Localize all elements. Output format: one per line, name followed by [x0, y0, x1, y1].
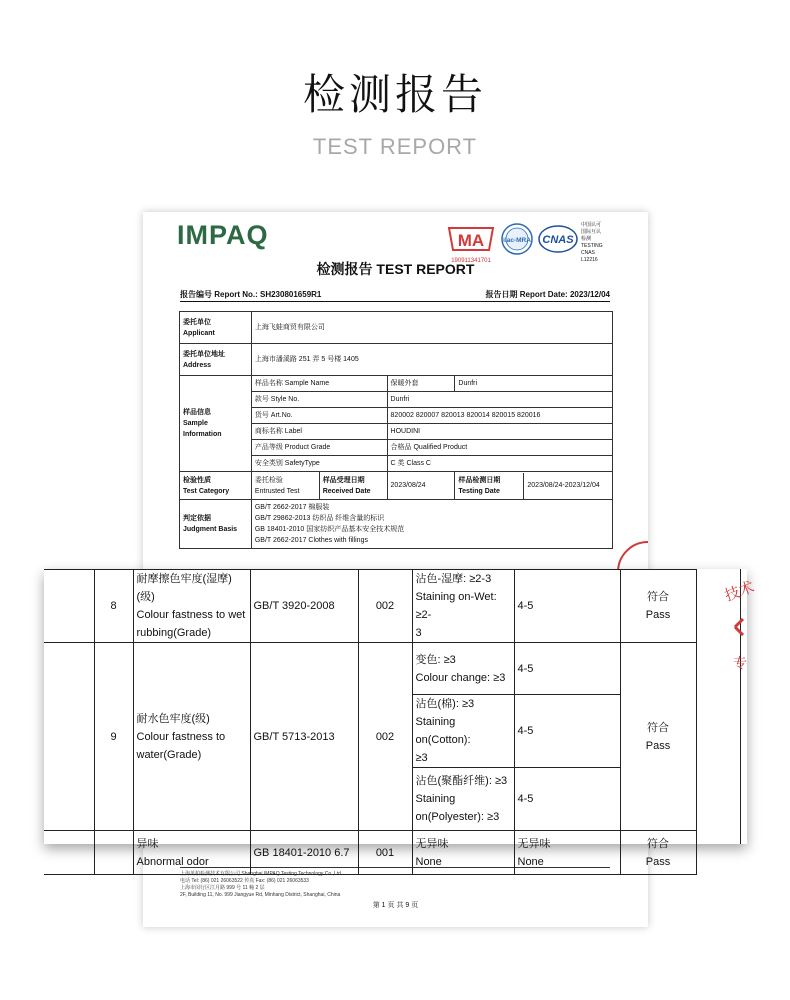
art-no-label: 货号 Art.No.: [251, 408, 387, 424]
applicant-label: 委托单位 Applicant: [180, 312, 252, 344]
svg-text:CNAS: CNAS: [542, 234, 574, 246]
category-row: [180, 472, 613, 500]
sample-info-table: [179, 311, 613, 549]
page-subtitle: TEST REPORT: [312, 134, 478, 159]
requirement: 无异味 None: [412, 831, 514, 875]
table-row: [44, 831, 696, 875]
requirement: 沾色(聚酯纤维): ≥3 Staining on(Polyester): ≥3: [412, 768, 514, 831]
row-number: 9: [94, 643, 133, 831]
table-row: [44, 643, 696, 695]
header-divider: [180, 301, 610, 302]
basis-row: [180, 500, 613, 549]
page-number: 第 1 页 共 9 页: [372, 902, 419, 909]
address-value: 上海市潘溪路 251 弄 5 号楼 1405: [251, 344, 612, 376]
safety-label: 安全类别 SafetyType: [251, 456, 387, 472]
testing-value: 2023/08/24-2023/12/04: [527, 482, 600, 489]
sample-name-cn: 保暖外套: [387, 376, 455, 392]
test-method: GB/T 3920-2008: [250, 570, 358, 643]
svg-text:MA: MA: [457, 231, 485, 250]
ilac-mra-icon: [500, 222, 534, 256]
cnas-text: 中国认可 国际互认 检测 TESTING CNAS L12216: [581, 222, 603, 263]
art-no-value: 820002 820007 820013 820014 820015 820016: [387, 408, 612, 424]
svg-text:技术: 技术: [722, 577, 757, 605]
zoomed-results-table: [44, 569, 757, 868]
cma-logo-icon: [445, 224, 497, 254]
test-method: GB 18401-2010 6.7: [250, 831, 358, 875]
cnas-icon: [537, 224, 579, 254]
test-item: 异味 Abnormal odor: [133, 831, 250, 875]
result: 4-5: [514, 695, 620, 768]
report-number: 报告编号 Report No.: SH230801659R1: [180, 290, 322, 299]
result: 无异味 None: [514, 831, 620, 875]
report-footer: 上海英柏检测技术有限公司 Shanghai IMPAQ Testing Technology Co.,Ltd 电话 Tel: (86) 021 26063522 传真 Fax: (86) 021 26063533 上海市闵行区江月路 999 号 11 幢 2 层 2F, Building 11, No. 999 Jiangyue Rd, Minhang District, Shanghai, China: [180, 867, 610, 899]
test-method: GB/T 5713-2013: [250, 643, 358, 831]
sample-no: 002: [358, 570, 412, 643]
style-no-label: 款号 Style No.: [251, 392, 387, 408]
result: 4-5: [514, 768, 620, 831]
address-row: [180, 344, 613, 376]
cma-number: 190911341701: [451, 258, 491, 264]
result: 4-5: [514, 643, 620, 695]
report-title: 检测报告 TEST REPORT: [316, 261, 475, 277]
page-title: 检测报告: [302, 70, 487, 119]
row-number: 8: [94, 570, 133, 643]
address-label: 委托单位地址 Address: [180, 344, 252, 376]
style-no-value: Dunfri: [387, 392, 612, 408]
label-value: HOUDINI: [387, 424, 612, 440]
verdict: 符合 Pass: [620, 831, 696, 875]
label-label: 商标名称 Label: [251, 424, 387, 440]
sample-no: 002: [358, 643, 412, 831]
requirement: 沾色(棉): ≥3 Staining on(Cotton): ≥3: [412, 695, 514, 768]
red-stamp-icon: [705, 569, 757, 844]
verdict: 符合 Pass: [620, 570, 696, 643]
basis-value: GB/T 2662-2017 棉服装 GB/T 29862-2013 纺织品 纤维含量的标识 GB 18401-2010 国家纺织产品基本安全技术规范 GB/T 2662-2017 Clothes with fillings: [251, 500, 612, 549]
sample-row: [180, 376, 613, 392]
sample-info-label: 样品信息 Sample Information: [180, 376, 252, 472]
safety-value: C 类 Class C: [387, 456, 612, 472]
basis-label: 判定依据 Judgment Basis: [180, 500, 252, 549]
testing-label: 样品检测日期 Testing Date: [455, 473, 524, 499]
grade-label: 产品等级 Product Grade: [251, 440, 387, 456]
received-value: 2023/08/24: [387, 472, 455, 500]
applicant-row: [180, 312, 613, 344]
requirement: 变色: ≥3 Colour change: ≥3: [412, 643, 514, 695]
svg-text:专: 专: [733, 656, 747, 672]
requirement: 沾色-湿摩: ≥2-3 Staining on-Wet: ≥2- 3: [412, 570, 514, 643]
result: 4-5: [514, 570, 620, 643]
impaq-logo: IMPAQ: [177, 220, 269, 250]
received-label: 样品受理日期 Received Date: [319, 472, 387, 500]
results-table: [44, 569, 697, 875]
test-item: 耐水色牢度(级) Colour fastness to water(Grade): [133, 643, 250, 831]
category-label: 检验性质 Test Category: [180, 472, 252, 500]
testing-cell: [455, 472, 613, 500]
table-row: [44, 570, 696, 643]
sample-name-value: Dunfri: [455, 376, 613, 392]
applicant-value: 上海飞蛙商贸有限公司: [251, 312, 612, 344]
cma-mark: [445, 224, 497, 264]
grade-value: 合格品 Qualified Product: [387, 440, 612, 456]
test-item: 耐摩擦色牢度(湿摩)(级) Colour fastness to wet rubbing(Grade): [133, 570, 250, 643]
sample-name-label: 样品名称 Sample Name: [251, 376, 387, 392]
report-date: 报告日期 Report Date: 2023/12/04: [485, 290, 610, 299]
verdict: 符合 Pass: [620, 643, 696, 831]
entrusted-value: 委托检验 Entrusted Test: [251, 472, 319, 500]
svg-text:ilac-MRA: ilac-MRA: [503, 237, 531, 244]
sample-no: 001: [358, 831, 412, 875]
